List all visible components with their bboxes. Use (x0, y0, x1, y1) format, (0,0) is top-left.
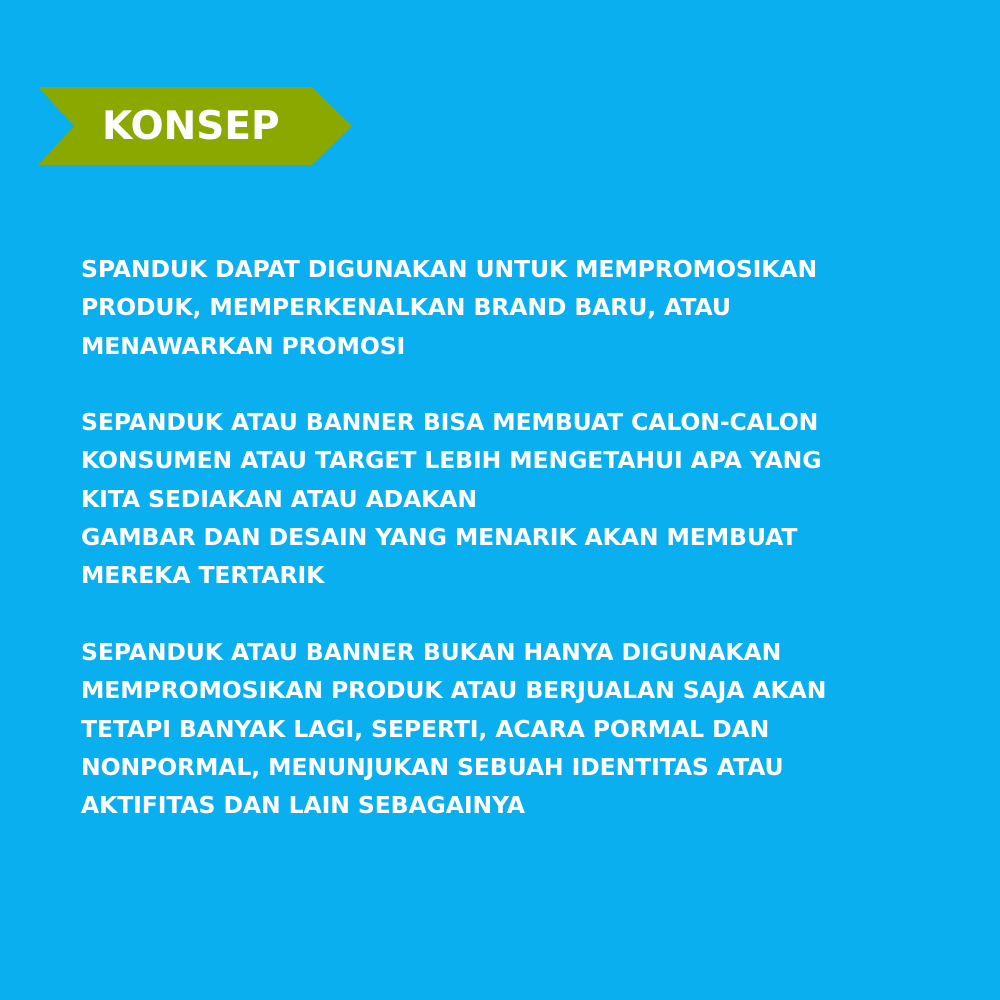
paragraph-line: MEMPROMOSIKAN PRODUK ATAU BERJUALAN SAJA AKAN (81, 676, 827, 705)
paragraph-line: KITA SEDIAKAN ATAU ADAKAN (81, 484, 477, 513)
paragraph-line: SEPANDUK ATAU BANNER BUKAN HANYA DIGUNAKAN (81, 637, 782, 666)
paragraph-line: KONSUMEN ATAU TARGET LEBIH MENGETAHUI APA YANG (81, 446, 822, 475)
section-title: KONSEP (102, 104, 280, 149)
paragraph-line: SEPANDUK ATAU BANNER BISA MEMBUAT CALON-CALON (81, 408, 819, 437)
section-banner (38, 87, 352, 165)
paragraph-3 (81, 633, 961, 824)
paragraph-line: SPANDUK DAPAT DIGUNAKAN UNTUK MEMPROMOSIKAN (81, 255, 818, 283)
paragraph-line: NONPORMAL, MENUNJUKAN SEBUAH IDENTITAS ATAU (81, 752, 784, 781)
content-body (81, 250, 961, 863)
paragraph-2 (81, 403, 961, 594)
paragraph-1 (81, 250, 961, 365)
paragraph-line: GAMBAR DAN DESAIN YANG MENARIK AKAN MEMBUAT (81, 523, 798, 552)
paragraph-line: TETAPI BANYAK LAGI, SEPERTI, ACARA PORMAL DAN (81, 714, 770, 743)
paragraph-line: MEREKA TERTARIK (81, 561, 325, 590)
paragraph-line: PRODUK, MEMPERKENALKAN BRAND BARU, ATAU (81, 293, 731, 322)
paragraph-line: AKTIFITAS DAN LAIN SEBAGAINYA (81, 791, 525, 820)
paragraph-line: MENAWARKAN PROMOSI (81, 331, 406, 360)
